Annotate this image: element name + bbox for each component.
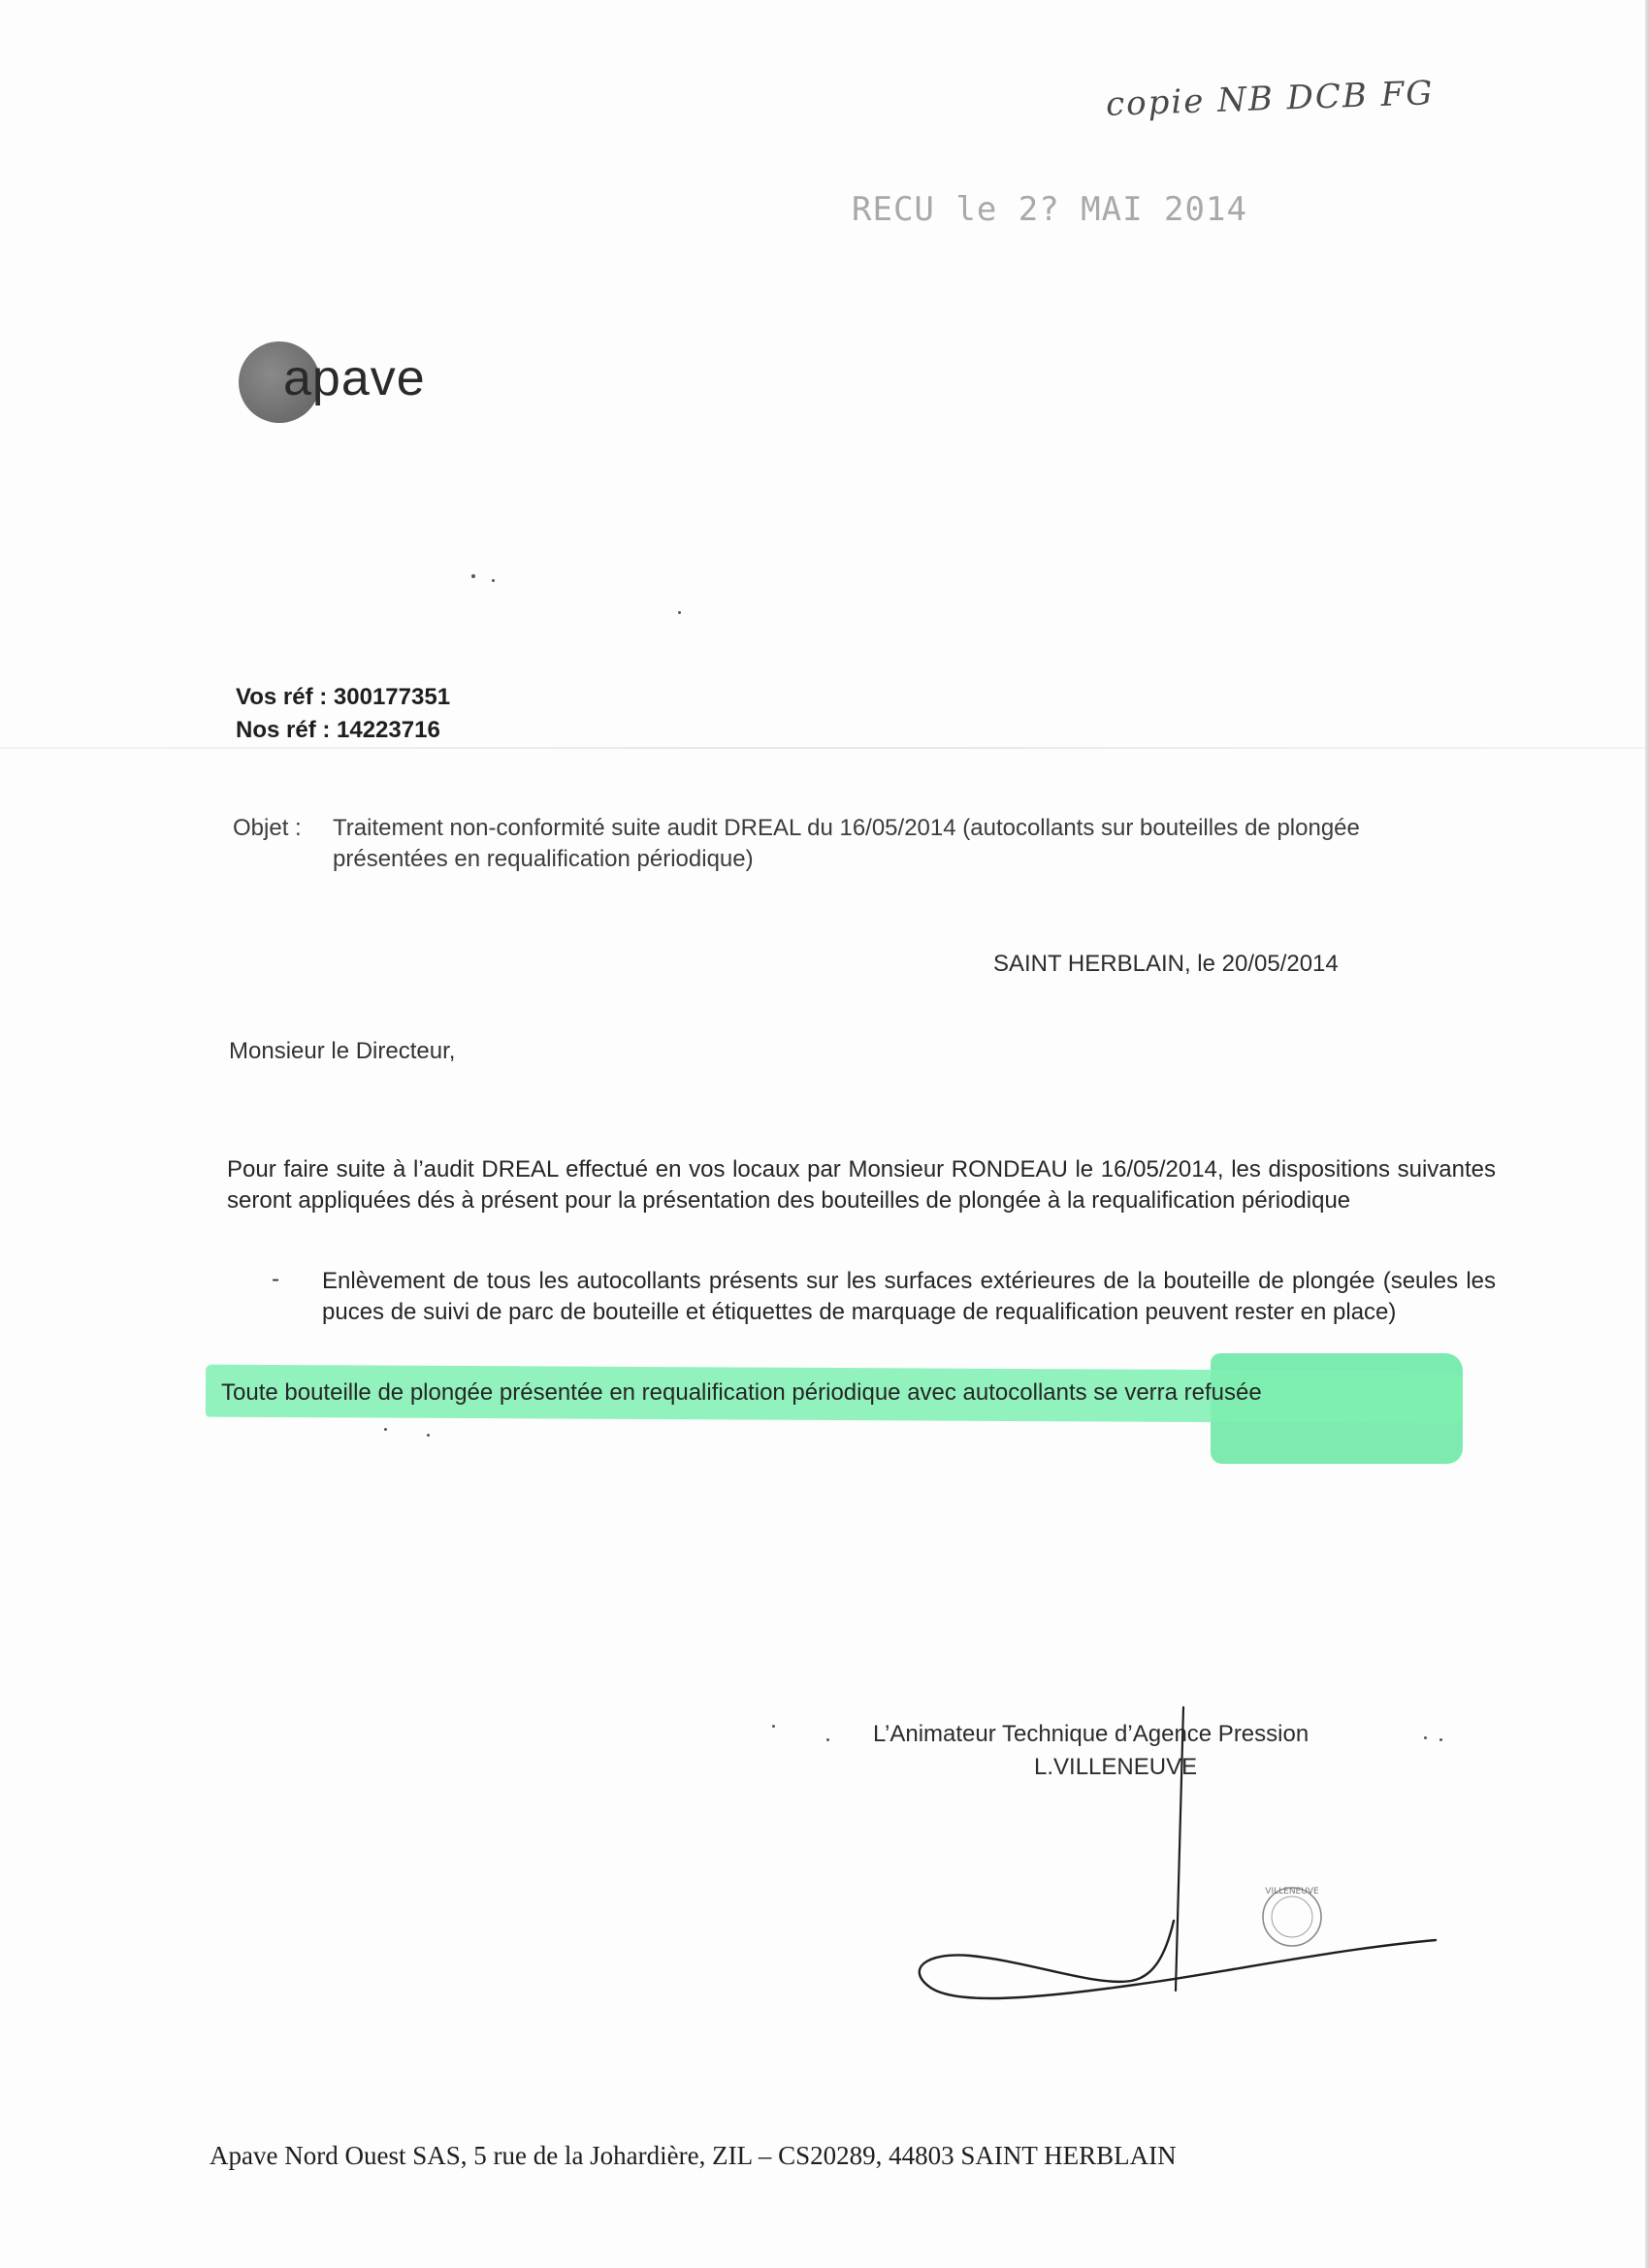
our-reference: Nos réf : 14223716 [236, 717, 440, 743]
logo-text: apave [283, 350, 426, 406]
paper-speck [678, 611, 681, 614]
place-and-date: SAINT HERBLAIN, le 20/05/2014 [993, 951, 1339, 977]
paper-speck [471, 574, 475, 578]
paper-fold-line [0, 747, 1649, 749]
signatory-name: L.VILLENEUVE [1034, 1754, 1198, 1780]
paper-speck [384, 1428, 387, 1431]
subject-label: Objet : [233, 815, 302, 841]
handwritten-copy-note: copie NB DCB FG [1105, 74, 1436, 124]
subject-text: Traitement non-conformité suite audit DREAL du 16/05/2014 (autocollants sur bouteilles de plongée présentées en requalification périodique) [333, 815, 1360, 872]
company-footer: Apave Nord Ouest SAS, 5 rue de la Johardière, ZIL – CS20289, 44803 SAINT HERBLAIN [210, 2141, 1177, 2170]
handwritten-signature [912, 1700, 1455, 2010]
paper-speck [492, 579, 495, 582]
name-stamp [1263, 1887, 1321, 1946]
bullet-marker: - [272, 1266, 279, 1292]
apave-logo [239, 341, 462, 423]
paper-speck [772, 1725, 775, 1728]
your-reference: Vos réf : 300177351 [236, 684, 451, 710]
salutation: Monsieur le Directeur, [229, 1038, 456, 1064]
reference-block [236, 681, 450, 747]
received-stamp: RECU le 2? MAI 2014 [852, 190, 1247, 229]
scan-edge [1645, 0, 1649, 2268]
intro-paragraph: Pour faire suite à l’audit DREAL effectué en vos locaux par Monsieur RONDEAU le 16/05/2014, les dispositions suivantes seront appliquées dés à présent pour la présentation des bouteilles de plongée à la requalification périodique [227, 1156, 1496, 1214]
stamp-text: VILLENEUVE [1265, 1887, 1319, 1896]
signatory-title: L’Animateur Technique d’Agence Pression [873, 1721, 1310, 1747]
paper-speck [427, 1434, 430, 1437]
paper-speck [826, 1738, 829, 1741]
bullet-item: Enlèvement de tous les autocollants présents sur les surfaces extérieures de la bouteille de plongée (seules les puces de suivi de parc de bouteille et étiquettes de marquage de requalification peuvent rester en place) [322, 1268, 1496, 1325]
highlighted-warning: Toute bouteille de plongée présentée en requalification périodique avec autocollants se verra refusée [221, 1379, 1262, 1406]
